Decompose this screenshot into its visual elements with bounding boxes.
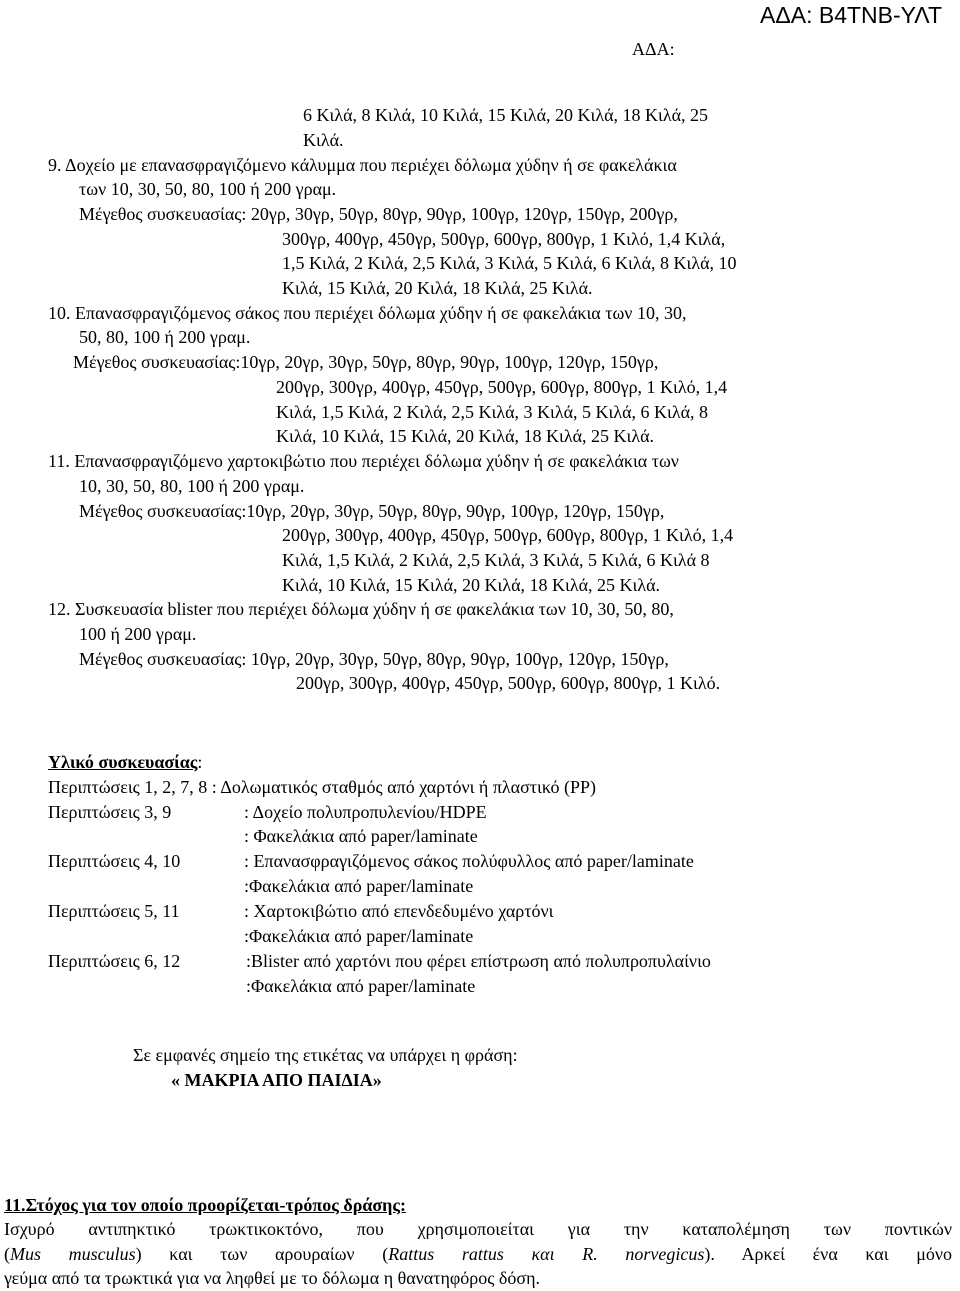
item-12-title-cont: 100 ή 200 γραμ.	[79, 624, 197, 644]
label-notice-text: Σε εμφανές σημείο της ετικέτας να υπάρχει η φράση:	[133, 1045, 518, 1065]
item-11-title-cont: 10, 30, 50, 80, 100 ή 200 γραμ.	[79, 476, 305, 496]
packaging-heading	[48, 750, 202, 775]
label-notice-phrase: « ΜΑΚΡΙΑ ΑΠΟ ΠΑΙΔΙΑ»	[171, 1070, 382, 1090]
item-12-sizes: Μέγεθος συσκευασίας: 10γρ, 20γρ, 30γρ, 50γρ, 80γρ, 90γρ, 100γρ, 120γρ, 150γρ,	[79, 649, 669, 669]
packaging-row-text: : Χαρτοκιβώτιο από επενδεδυμένο χαρτόνι	[244, 901, 554, 921]
packaging-row-text: : Δολωματικός σταθμός από χαρτόνι ή πλαστικό (PP)	[207, 777, 597, 797]
packaging-row-label: Περιπτώσεις 5, 11	[48, 901, 180, 921]
species-rattus: Rattus rattus και R. norvegicus	[388, 1244, 705, 1264]
ada-label: ΑΔΑ:	[632, 39, 675, 59]
item-10-sizes: Μέγεθος συσκευασίας:10γρ, 20γρ, 30γρ, 50γρ, 80γρ, 90γρ, 100γρ, 120γρ, 150γρ,	[73, 352, 659, 372]
packaging-row-label: Περιπτώσεις 6, 12	[48, 951, 181, 971]
packaging-row-label: Περιπτώσεις 1, 2, 7, 8	[48, 777, 208, 797]
item-10-title: 10. Επανασφραγιζόμενος σάκος που περιέχει δόλωμα χύδην ή σε φακελάκια των 10, 30,	[48, 303, 687, 323]
packaging-heading-colon: :	[197, 752, 203, 772]
item-9-title: 9. Δοχείο με επανασφραγιζόμενο κάλυμμα που περιέχει δόλωμα χύδην ή σε φακελάκια	[48, 155, 677, 175]
item-9-sizes: 300γρ, 400γρ, 450γρ, 500γρ, 600γρ, 800γρ, 1 Κιλό, 1,4 Κιλά,	[282, 229, 726, 249]
item-10-title-cont: 50, 80, 100 ή 200 γραμ.	[79, 327, 251, 347]
paren-open: (	[4, 1244, 10, 1264]
packaging-row-label: Περιπτώσεις 3, 9	[48, 802, 172, 822]
item-12-title: 12. Συσκευασία blister που περιέχει δόλωμα χύδην ή σε φακελάκια των 10, 30, 50, 80,	[48, 599, 674, 619]
packaging-row-text: : Φακελάκια από paper/laminate	[244, 826, 478, 846]
packaging-heading-text: Υλικό συσκευασίας	[48, 752, 198, 772]
item-11-sizes: 200γρ, 300γρ, 400γρ, 450γρ, 500γρ, 600γρ, 800γρ, 1 Κιλό, 1,4	[282, 525, 734, 545]
text-tail: ). Αρκεί ένα και μόνο	[704, 1244, 953, 1264]
item-9-sizes: 1,5 Κιλά, 2 Κιλά, 2,5 Κιλά, 3 Κιλά, 5 Κιλά, 6 Κιλά, 8 Κιλά, 10	[282, 253, 737, 273]
section-11-paragraph-line	[4, 1242, 952, 1267]
item-11-sizes: Κιλά, 1,5 Κιλά, 2 Κιλά, 2,5 Κιλά, 3 Κιλά, 5 Κιλά, 6 Κιλά 8	[282, 550, 710, 570]
item-11-sizes: Μέγεθος συσκευασίας:10γρ, 20γρ, 30γρ, 50γρ, 80γρ, 90γρ, 100γρ, 120γρ, 150γρ,	[79, 501, 665, 521]
item-9-sizes: Κιλά, 15 Κιλά, 20 Κιλά, 18 Κιλά, 25 Κιλά.	[282, 278, 593, 298]
packaging-row	[48, 775, 596, 800]
packaging-row-label: Περιπτώσεις 4, 10	[48, 851, 181, 871]
section-11-heading: 11.Στόχος για τον οποίο προορίζεται-τρόπος δράσης:	[4, 1195, 406, 1215]
item-9-title-cont: των 10, 30, 50, 80, 100 ή 200 γραμ.	[79, 179, 337, 199]
ada-code: ΑΔΑ: Β4ΤΝΒ-ΥΛΤ	[760, 2, 942, 28]
packaging-row-text: : Επανασφραγιζόμενος σάκος πολύφυλλος από paper/laminate	[244, 851, 694, 871]
list-line: Κιλά.	[303, 130, 344, 150]
species-mus-musculus: Mus musculus	[10, 1244, 136, 1264]
item-11-sizes: Κιλά, 10 Κιλά, 15 Κιλά, 20 Κιλά, 18 Κιλά, 25 Κιλά.	[282, 575, 660, 595]
item-10-sizes: Κιλά, 10 Κιλά, 15 Κιλά, 20 Κιλά, 18 Κιλά, 25 Κιλά.	[276, 426, 654, 446]
item-10-sizes: 200γρ, 300γρ, 400γρ, 450γρ, 500γρ, 600γρ, 800γρ, 1 Κιλό, 1,4	[276, 377, 728, 397]
packaging-row-text: :Φακελάκια από paper/laminate	[244, 926, 474, 946]
item-10-sizes: Κιλά, 1,5 Κιλά, 2 Κιλά, 2,5 Κιλά, 3 Κιλά, 5 Κιλά, 6 Κιλά, 8	[276, 402, 708, 422]
item-11-title: 11. Επανασφραγιζόμενο χαρτοκιβώτιο που περιέχει δόλωμα χύδην ή σε φακελάκια των	[48, 451, 679, 471]
packaging-row-text: :Φακελάκια από paper/laminate	[246, 976, 476, 996]
list-line: 6 Κιλά, 8 Κιλά, 10 Κιλά, 15 Κιλά, 20 Κιλά, 18 Κιλά, 25	[303, 105, 708, 125]
section-11-paragraph-line: Ισχυρό αντιπηκτικό τρωκτικοκτόνο, που χρησιμοποιείται για την καταπολέμηση των ποντικών	[4, 1219, 952, 1239]
item-9-sizes: Μέγεθος συσκευασίας: 20γρ, 30γρ, 50γρ, 80γρ, 90γρ, 100γρ, 120γρ, 150γρ, 200γρ,	[79, 204, 678, 224]
packaging-row-text: :Φακελάκια από paper/laminate	[244, 876, 474, 896]
text-rats: ) και των αρουραίων (	[135, 1244, 389, 1264]
section-11-paragraph-line: γεύμα από τα τρωκτικά για να ληφθεί με το δόλωμα η θανατηφόρος δόση.	[4, 1268, 540, 1288]
packaging-row-text: : Δοχείο πολυπροπυλενίου/HDPE	[244, 802, 487, 822]
packaging-row-text: :Blister από χαρτόνι που φέρει επίστρωση από πολυπροπυλαίνιο	[246, 951, 711, 971]
item-12-sizes: 200γρ, 300γρ, 400γρ, 450γρ, 500γρ, 600γρ, 800γρ, 1 Κιλό.	[296, 673, 721, 693]
